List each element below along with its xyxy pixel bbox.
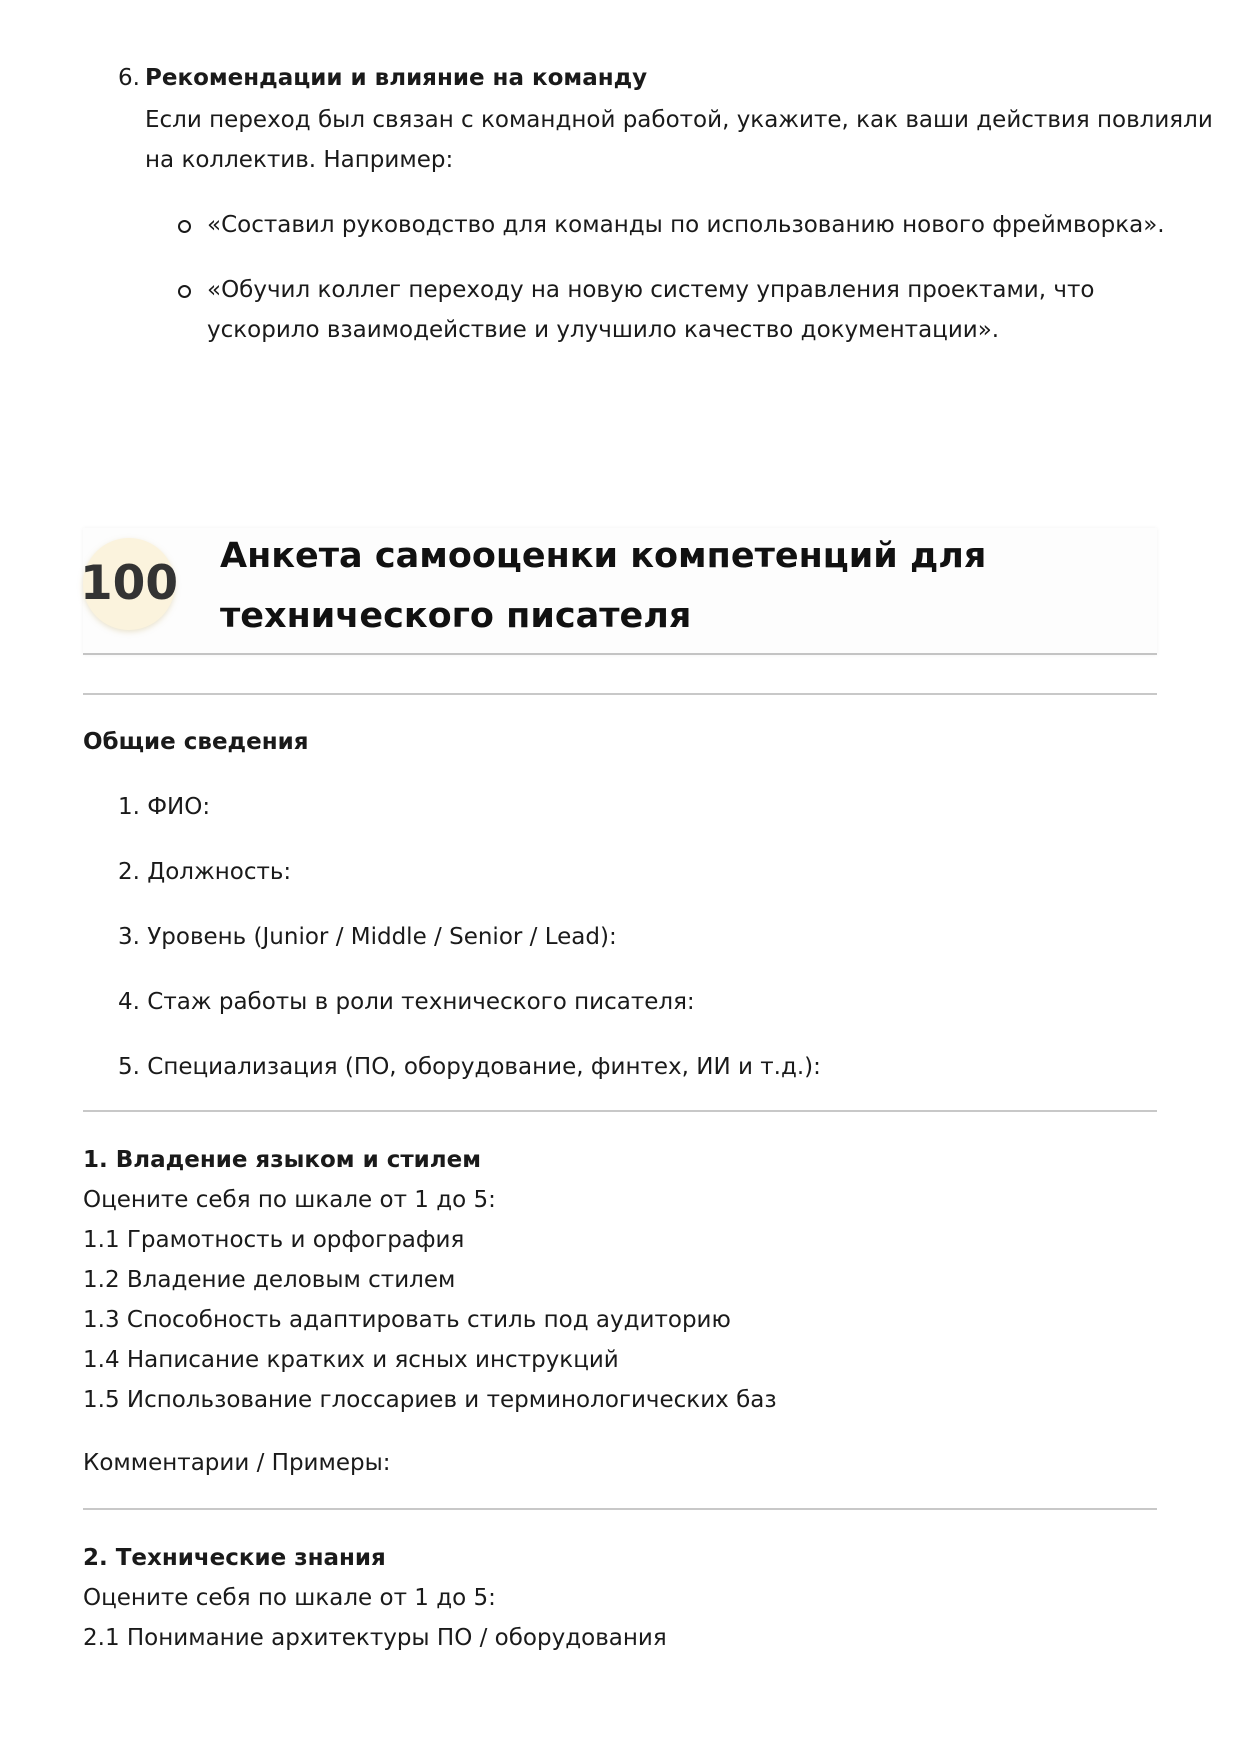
block-1-item-1: 1.1 Грамотность и орфография (83, 1227, 465, 1253)
block-1-comments: Комментарии / Примеры: (83, 1450, 391, 1476)
block-1-heading: 1. Владение языком и стилем (83, 1147, 482, 1173)
section-6-heading: Рекомендации и влияние на команду (145, 65, 648, 91)
general-item-1: 1. ФИО: (118, 794, 211, 820)
section-6-number: 6. (118, 65, 140, 91)
general-item-3: 3. Уровень (Junior / Middle / Senior / Lead): (118, 924, 617, 950)
section-6-intro-line-2: на коллектив. Например: (145, 147, 454, 173)
general-heading: Общие сведения (83, 729, 309, 755)
block-1-item-4: 1.4 Написание кратких и ясных инструкций (83, 1347, 619, 1373)
general-item-4: 4. Стаж работы в роли технического писателя: (118, 989, 695, 1015)
divider (83, 693, 1157, 695)
section-6-bullet-1: «Составил руководство для команды по использованию нового фреймворка». (207, 212, 1165, 238)
block-1-item-3: 1.3 Способность адаптировать стиль под аудиторию (83, 1307, 731, 1333)
bullet-icon (178, 285, 191, 298)
page-title-line-2: технического писателя (220, 596, 692, 636)
block-1-item-2: 1.2 Владение деловым стилем (83, 1267, 456, 1293)
section-6-bullet-2-line-1: «Обучил коллег переходу на новую систему управления проектами, что (207, 277, 1095, 303)
block-1-item-5: 1.5 Использование глоссариев и терминологических баз (83, 1387, 777, 1413)
section-number-badge: 100 (83, 538, 175, 630)
block-1-scale-note: Оцените себя по шкале от 1 до 5: (83, 1187, 496, 1213)
section-6-bullet-2-line-2: ускорило взаимодействие и улучшило качество документации». (207, 317, 1000, 343)
block-2-heading: 2. Технические знания (83, 1545, 386, 1571)
bullet-icon (178, 220, 191, 233)
block-2-scale-note: Оцените себя по шкале от 1 до 5: (83, 1585, 496, 1611)
page-title-line-1: Анкета самооценки компетенций для (220, 536, 987, 576)
page-title (220, 526, 1120, 646)
block-2-item-1: 2.1 Понимание архитектуры ПО / оборудования (83, 1625, 667, 1651)
general-item-2: 2. Должность: (118, 859, 292, 885)
section-6-intro-line-1: Если переход был связан с командной работой, укажите, как ваши действия повлияли (145, 107, 1213, 133)
divider (83, 1110, 1157, 1112)
general-item-5: 5. Специализация (ПО, оборудование, финтех, ИИ и т.д.): (118, 1054, 821, 1080)
divider (83, 1508, 1157, 1510)
